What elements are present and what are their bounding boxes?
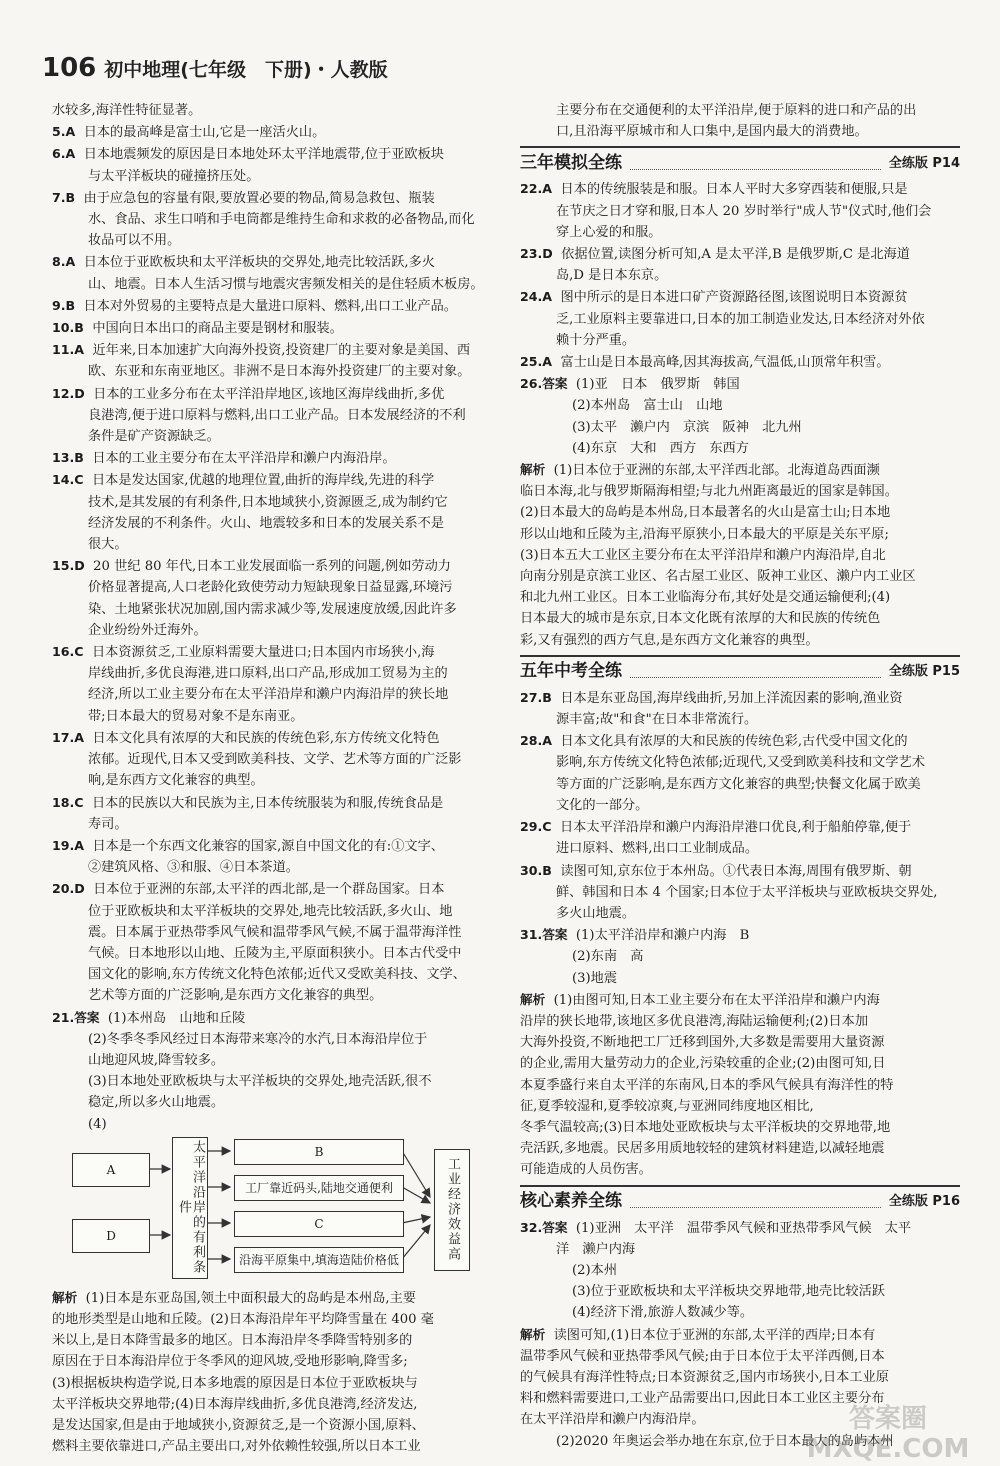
- text-line: (2)冬季冬季风经过日本海带来寒冷的水汽,日本海沿岸位于: [88, 1031, 428, 1047]
- answer-text: 日本对外贸易的主要特点是大量进口原料、燃料,出口工业产品。: [83, 298, 457, 314]
- text-line: 经济,所以工业主要分布在太平洋沿岸和濑户内海沿岸的狭长地: [88, 687, 449, 703]
- text-line: 国文化的影响,东方传统文化特色浓郁;近代又受欧美科技、文学、: [88, 967, 466, 983]
- answer-text: 日本太平洋沿岸和濑户内海沿岸港口优良,利于船舶停靠,便于: [559, 820, 912, 836]
- text-line: 的地形类型是山地和丘陵。(2)日本海沿岸年平均降雪量在 400 毫: [52, 1311, 434, 1327]
- text-line: 染、土地紧张状况加剧,国内需求减少等,发展速度放缓,因此许多: [88, 601, 457, 617]
- text-line: (2)日本最大的岛屿是本州岛,日本最著名的火山是富士山;日本地: [520, 505, 891, 521]
- diagram-favorable-conditions: 太平洋沿岸的有利条件: [172, 1137, 208, 1279]
- three-year-answers: [520, 178, 960, 650]
- answer-item: [52, 792, 492, 814]
- text-line: 是发达国家,但是由于地域狭小,资源贫乏,是一个资源小国,原料、: [52, 1417, 425, 1433]
- answer-number: 30.B: [520, 862, 552, 878]
- text-line: 源丰富;故"和食"在日本非常流行。: [556, 712, 758, 728]
- answer-text: 读图可知,京东位于本州岛。①代表日本海,周围有俄罗斯、朝: [560, 863, 912, 879]
- section-title: 五年中考全练: [520, 661, 622, 682]
- text-line: 浓郁。近现代,日本又受到欧美科技、文学、艺术等方面的广泛影: [88, 752, 462, 768]
- text-line: 岛,D 是日本东京。: [556, 268, 668, 284]
- text-line: 良港湾,便于进口原料与燃料,出口工业产品。日本发展经济的不利: [88, 407, 466, 423]
- industry-diagram: [52, 1137, 492, 1285]
- answer-item: [52, 143, 492, 165]
- answer-number: 17.A: [52, 729, 85, 745]
- answer-number: 15.D: [52, 558, 85, 574]
- text-line: 文化的一部分。: [556, 797, 649, 813]
- answer-text: 日本位于亚欧板块和太平洋板块的交界处,地壳比较活跃,多火: [83, 255, 435, 271]
- text-line: 彩,又有强烈的西方气息,是东西方文化兼容的典型。: [520, 632, 819, 648]
- answer-text: (1)亚 日本 俄罗斯 韩国: [575, 377, 740, 393]
- answer-item: [520, 351, 960, 373]
- answer-text: (1)太平洋沿岸和濑户内海 B: [575, 928, 750, 944]
- answer-number: 19.A: [52, 837, 85, 853]
- answer-item: [520, 286, 960, 308]
- answer-number: 23.D: [520, 246, 553, 262]
- right-intro: [520, 100, 960, 142]
- answer-item: [52, 447, 492, 469]
- answer-number: 解析: [52, 1289, 78, 1305]
- text-line: 和北九州工业区。日本工业临海分布,其好处是交通运输便利;(4): [520, 590, 891, 606]
- diagram-box-plain: 沿海平原集中,填海造陆价格低: [234, 1247, 404, 1273]
- text-line: 鲜、韩国和日本 4 个国家;日本位于太平洋板块与亚欧板块交界处,: [556, 884, 938, 900]
- text-line: 本夏季盛行来自太平洋的东南风,日本的季风气候具有海洋性的特: [520, 1077, 894, 1093]
- answer-number: 25.A: [520, 354, 553, 370]
- section-ref: 全练版 P15: [888, 664, 960, 680]
- diagram-box-c: C: [234, 1211, 404, 1237]
- text-line: (2)东南 高: [572, 949, 644, 965]
- answer-number: 18.C: [52, 794, 84, 810]
- text-line: 岸线曲折,多优良海港,进口原料,出口产品,形成加工贸易为主的: [88, 666, 448, 682]
- text-line: 的气候具有海洋性特点;日本资源贫乏,国内市场狭小,日本工业原: [520, 1369, 889, 1385]
- text-line: 震。日本属于亚热带季风气候和温带季风气候,不属于温带海洋性: [88, 924, 462, 940]
- answer-item: [52, 251, 492, 273]
- answer-item: [520, 243, 960, 265]
- answer-number: 13.B: [52, 450, 84, 466]
- text-line: 企业纷纷外迁海外。: [88, 622, 207, 638]
- answer-number: 14.C: [52, 472, 84, 488]
- text-line: 形以山地和丘陵为主,沿海平原狭小,日本最大的平原是关东平原;: [520, 526, 889, 542]
- answer-item: [52, 835, 492, 857]
- answer-number: 解析: [520, 991, 546, 1007]
- diagram-economic-benefit: 工业经济效益高: [434, 1149, 470, 1271]
- answer-text: 依据位置,读图分析可知,A 是太平洋,B 是俄罗斯,C 是北海道: [561, 247, 910, 263]
- section-title: 三年模拟全练: [520, 152, 622, 173]
- answer-item: [52, 641, 492, 663]
- text-line: (4)经济下滑,旅游人数减少等。: [572, 1305, 754, 1321]
- answer-text: 读图可知,(1)日本位于亚洲的东部,太平洋的西岸;日本有: [553, 1327, 876, 1343]
- text-line: 日本最大的城市是东京,日本文化既有浓厚的大和民族的传统色: [520, 611, 881, 627]
- answer-item: [52, 121, 492, 143]
- section-three-year: [520, 146, 960, 176]
- answer-text: 日本的最高峰是富士山,它是一座活火山。: [83, 125, 326, 141]
- answer-text: 日本位于亚洲的东部,太平洋的西北部,是一个群岛国家。日本: [93, 882, 445, 898]
- answer-number: 21.答案: [52, 1009, 100, 1025]
- text-line: 多火山地震。: [556, 905, 636, 921]
- text-line: 温带季风气候和亚热带季风气候;由于日本位于太平洋西侧,日本: [520, 1348, 885, 1364]
- answer-text: 日本的工业主要分布在太平洋沿岸和濑户内海沿岸。: [92, 451, 396, 467]
- text-line: ②建筑风格、③和服、④日本茶道。: [88, 860, 299, 876]
- answer-item: [520, 924, 960, 946]
- text-line: 影响,东方传统文化特色浓郁;近现代,又受到欧美科技和文学艺术: [556, 755, 925, 771]
- answer-number: 10.B: [52, 320, 84, 336]
- answer-text: 富士山是日本最高峰,因其海拔高,气温低,山顶常年积雪。: [560, 355, 890, 371]
- answer-text: 日本是一个东西文化兼容的国家,源自中国文化的有:①文字、: [92, 838, 444, 854]
- page-number: 106: [42, 53, 97, 83]
- answer-text: (1)日本位于亚洲的东部,太平洋西北部。北海道岛西面濒: [553, 463, 880, 479]
- answer-number: 9.B: [52, 297, 76, 313]
- answer-text: 日本地震频发的原因是日本地处环太平洋地震带,位于亚欧板块: [83, 147, 444, 163]
- text-line: (3)日本地处亚欧板块与太平洋板块的交界处,地壳活跃,很不: [88, 1074, 432, 1090]
- answer-text: 近年来,日本加速扩大向海外投资,投资建厂的主要对象是美国、西: [92, 343, 471, 359]
- text-line: 口,且沿海平原城市和人口集中,是国内最大的消费地。: [556, 124, 868, 140]
- answer-text: 20 世纪 80 年代,日本工业发展面临一系列的问题,例如劳动力: [93, 559, 451, 575]
- answer-text: (1)日本是东亚岛国,领土中面积最大的岛屿是本州岛,主要: [85, 1290, 416, 1306]
- answer-number: 27.B: [520, 689, 552, 705]
- text-line: 赖十分严重。: [556, 332, 636, 348]
- left-answers: [52, 100, 492, 1135]
- text-line: 山、地震。日本人生活习惯与地震灾害频发相关的是住轻质木板房。: [88, 276, 484, 292]
- watermark-url: MXQE.COM: [806, 1434, 970, 1464]
- text-line: 寿司。: [88, 816, 128, 832]
- answer-text: 日本的工业多分布在太平洋沿岸地区,该地区海岸线曲折,多优: [93, 386, 445, 402]
- text-line: (3)太平 濑户内 京滨 阪神 北九州: [572, 419, 802, 435]
- text-line: 穿上心爱的和服。: [556, 224, 662, 240]
- answer-text: (1)本州岛 山地和丘陵: [107, 1010, 246, 1026]
- answer-text: 日本的传统服装是和服。日本人平时大多穿西装和便服,只是: [560, 182, 908, 198]
- answer-number: 31.答案: [520, 927, 568, 943]
- section-leader: [630, 1195, 881, 1208]
- answer-text: 图中所示的是日本进口矿产资源路径图,该图说明日本资源贫: [560, 290, 908, 306]
- answer-number: 29.C: [520, 819, 552, 835]
- answer-number: 22.A: [520, 181, 553, 197]
- text-line: 经济发展的不利条件。火山、地震较多和日本的发展关系不是: [88, 515, 445, 531]
- text-line: 进口原料、燃料,出口工业制成品。: [556, 841, 759, 857]
- diagram-box-b: B: [234, 1139, 404, 1165]
- section-leader: [630, 665, 881, 678]
- text-line: (2)2020 年奥运会举办地在东京,位于日本最大的岛屿本州: [556, 1433, 894, 1449]
- section-core-literacy: [520, 1185, 960, 1215]
- answer-item: [520, 1324, 960, 1346]
- right-column: [520, 100, 960, 1452]
- text-line: 稳定,所以多火山地震。: [88, 1095, 225, 1111]
- text-line: 冬季气温较高;(3)日本地处亚欧板块与太平洋板块的交界地带,地: [520, 1119, 891, 1135]
- answer-item: [520, 816, 960, 838]
- section-five-year: [520, 655, 960, 685]
- answer-item: [52, 295, 492, 317]
- answer-item: [520, 459, 960, 481]
- text-line: 响,是东西方文化兼容的典型。: [88, 773, 264, 789]
- text-line: 乏,工业原料主要靠进口,日本的加工制造业发达,日本经济对外依: [556, 311, 925, 327]
- text-line: 料和燃料需要进口,工业产品需要出口,因此日本工业区主要分布: [520, 1391, 885, 1407]
- answer-number: 解析: [520, 1326, 546, 1342]
- answer-number: 解析: [520, 462, 546, 478]
- text-line: 欧、东亚和东南亚地区。非洲不是日本海外投资建厂的主要对象。: [88, 364, 471, 380]
- watermark-logo: [788, 1404, 988, 1464]
- left-analysis: [52, 1287, 492, 1458]
- text-line: 条件是矿产资源缺乏。: [88, 429, 220, 445]
- answer-number: 20.D: [52, 881, 85, 897]
- text-line: 位于亚欧板块和太平洋板块的交界处,地壳比较活跃,多火山、地: [88, 903, 453, 919]
- text-line: 很大。: [88, 537, 128, 553]
- text-line: (3)日本五大工业区主要分布在太平洋沿岸和濑户内海沿岸,自北: [520, 547, 886, 563]
- answer-text: 日本是发达国家,优越的地理位置,曲折的海岸线,先进的科学: [91, 473, 435, 489]
- text-line: (4)东京 大和 西方 东西方: [572, 440, 749, 456]
- answer-item: [520, 687, 960, 709]
- text-line: 主要分布在交通便利的太平洋沿岸,便于原料的进口和产品的出: [556, 103, 917, 118]
- answer-text: (1)亚洲 太平洋 温带季风气候和亚热带季风气候 太平: [575, 1220, 912, 1236]
- text-line: (2)本州: [572, 1262, 618, 1278]
- text-line: (3)位于亚欧板块和太平洋板块交界地带,地壳比较活跃: [572, 1284, 885, 1300]
- section-ref: 全练版 P14: [888, 155, 960, 171]
- text-line: 水较多,海洋性特征显著。: [52, 103, 202, 118]
- text-line: 山地迎风坡,降雪较多。: [88, 1052, 225, 1068]
- text-line: 的企业,需用大量劳动力的企业,污染较重的企业;(2)由图可知,日: [520, 1056, 886, 1072]
- answer-number: 24.A: [520, 289, 553, 305]
- answer-number: 11.A: [52, 342, 85, 358]
- answer-item: [52, 878, 492, 900]
- text-line: 壳活跃,多地震。民居多用质地较轻的建筑材料建造,以减轻地震: [520, 1141, 885, 1157]
- answer-item: [52, 317, 492, 339]
- text-line: 在节庆之日才穿和服,日本人 20 岁时举行"成人节"仪式时,他们会: [556, 203, 932, 219]
- page-header: [42, 53, 388, 92]
- answer-number: 12.D: [52, 385, 85, 401]
- text-line: 燃料主要依靠进口,产品主要出口,对外依赖性较强,所以日本工业: [52, 1439, 421, 1455]
- section-ref: 全练版 P16: [888, 1193, 960, 1209]
- text-line: 洋 濑户内海: [556, 1241, 636, 1257]
- book-title: 初中地理(七年级 下册)・人教版: [104, 59, 388, 81]
- text-line: 价格显著提高,人口老龄化致使劳动力短缺现象日益显露,环境污: [88, 580, 453, 596]
- answer-text: (1)由图可知,日本工业主要分布在太平洋沿岸和濑户内海: [553, 992, 880, 1008]
- text-line: 带;日本最大的贸易对象不是东南亚。: [88, 708, 304, 724]
- answer-item: [52, 339, 492, 361]
- text-line: 等方面的广泛影响,是东西方文化兼容的典型;快餐文化属于欧美: [556, 776, 921, 792]
- answer-text: 日本文化具有浓厚的大和民族的传统色彩,东方传统文化特色: [92, 730, 440, 746]
- section-title: 核心素养全练: [520, 1190, 622, 1211]
- text-line: 征,夏季较湿和,夏季较凉爽,与亚洲同纬度地区相比,: [520, 1098, 814, 1114]
- text-line: 临日本海,北与俄罗斯隔海相望;与北九州距离最近的国家是韩国。: [520, 484, 898, 500]
- answer-item: [52, 727, 492, 749]
- answer-item: [52, 555, 492, 577]
- answer-item: [52, 1287, 492, 1309]
- answer-number: 26.答案: [520, 376, 568, 392]
- answer-item: [520, 178, 960, 200]
- text-line: 气候。日本地形以山地、丘陵为主,平原面积狭小。日本古代受中: [88, 945, 462, 961]
- section-leader: [630, 157, 881, 170]
- text-line: 原因在于日本海沿岸位于冬季风的迎风坡,受地形影响,降雪多;: [52, 1354, 408, 1370]
- answer-item: [520, 373, 960, 395]
- answer-item: [52, 469, 492, 491]
- answer-item: [52, 383, 492, 405]
- text-line: 向南分别是京滨工业区、名古屋工业区、阪神工业区、濑户内工业区: [520, 569, 916, 585]
- answer-item: [520, 860, 960, 882]
- text-line: 沿岸的狭长地带,该地区多优良港湾,海陆运输便利;(2)日本加: [520, 1013, 869, 1029]
- answer-item: [520, 730, 960, 752]
- answer-item: [520, 989, 960, 1011]
- text-line: 大海外投资,不断地把工厂迁移到国外,大多数是需要用大量资源: [520, 1035, 885, 1051]
- text-line: 与太平洋板块的碰撞挤压处。: [88, 168, 260, 184]
- text-line: 水、食品、求生口哨和手电筒都是维持生命和求救的必备物品,而化: [88, 212, 475, 228]
- answer-text: 中国向日本出口的商品主要是钢材和服装。: [92, 321, 343, 337]
- answer-text: 日本资源贫乏,工业原料需要大量进口;日本国内市场狭小,海: [91, 645, 435, 661]
- answer-item: [52, 187, 492, 209]
- watermark-text: 答案圈: [848, 1404, 927, 1434]
- answer-number: 28.A: [520, 733, 553, 749]
- text-line: (3)地震: [572, 970, 618, 986]
- answer-text: 日本是东亚岛国,海岸线曲折,另加上洋流因素的影响,渔业资: [560, 690, 903, 706]
- answer-number: 32.答案: [520, 1219, 568, 1235]
- text-line: (2)本州岛 富士山 山地: [572, 398, 723, 414]
- answer-number: 16.C: [52, 644, 84, 660]
- diagram-box-a: A: [72, 1153, 150, 1187]
- answer-item: [52, 1007, 492, 1029]
- text-line: 技术,是其发展的有利条件,日本地域狭小,资源匮乏,成为制约它: [88, 494, 448, 510]
- answer-number: 7.B: [52, 189, 76, 205]
- five-year-answers: [520, 687, 960, 1181]
- answer-number: 8.A: [52, 254, 76, 270]
- text-line: (4): [88, 1116, 107, 1132]
- answer-item: [520, 1217, 960, 1239]
- text-line: 在太平洋沿岸和濑户内海沿岸。: [520, 1412, 705, 1428]
- answer-text: 日本的民族以大和民族为主,日本传统服装为和服,传统食品是: [91, 795, 444, 811]
- left-column: [52, 100, 492, 1457]
- answer-number: 5.A: [52, 124, 76, 140]
- text-line: (3)根据板块构造学说,日本多地震的原因是日本位于亚欧板块与: [52, 1375, 418, 1391]
- text-line: 米以上,是日本降雪最多的地区。日本海沿岸冬季降雪特别多的: [52, 1333, 413, 1349]
- text-line: 可能造成的人员伤害。: [520, 1162, 652, 1178]
- answer-number: 6.A: [52, 146, 76, 162]
- answer-text: 由于应急包的容量有限,要放置必要的物品,简易急救包、瓶装: [83, 190, 435, 206]
- text-line: 妆品可以不用。: [88, 233, 181, 249]
- answer-text: 日本文化具有浓厚的大和民族的传统色彩,古代受中国文化的: [560, 734, 908, 750]
- text-line: 太平洋板块交界地带;(4)日本海岸线曲折,多优良港湾,经济发达,: [52, 1396, 418, 1412]
- diagram-box-d: D: [72, 1219, 150, 1253]
- text-line: 艺术等方面的广泛影响,是东西方文化兼容的典型。: [88, 988, 383, 1004]
- diagram-box-port: 工厂靠近码头,陆地交通便利: [234, 1175, 404, 1201]
